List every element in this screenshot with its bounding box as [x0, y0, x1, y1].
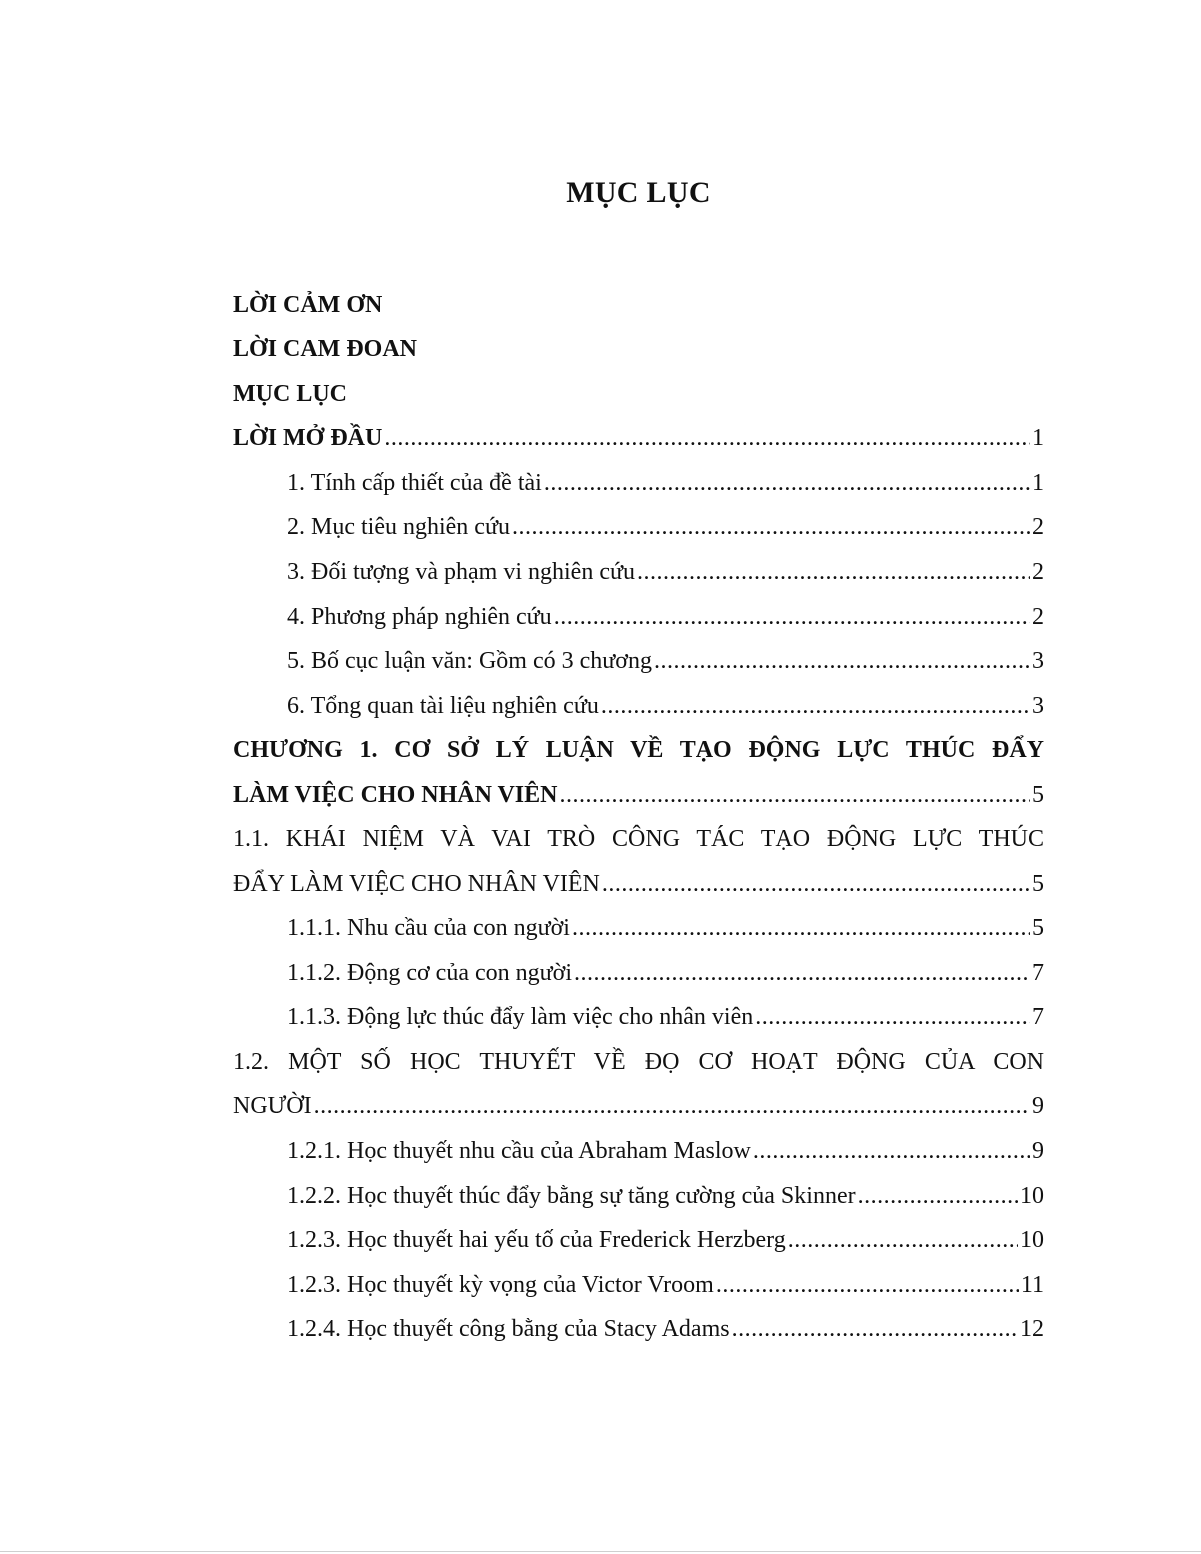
- dot-leader: [559, 780, 1030, 810]
- toc-entry-loi-mo-dau[interactable]: [233, 413, 1044, 453]
- toc-entry-section-6[interactable]: [287, 681, 1044, 721]
- toc-page-number: 11: [1020, 1272, 1044, 1298]
- toc-entry-1-2-line-1[interactable]: [233, 1037, 1044, 1077]
- toc-page-number: 7: [1032, 1004, 1044, 1030]
- toc-entry-section-5[interactable]: [287, 636, 1044, 676]
- dot-leader: [858, 1181, 1018, 1211]
- toc-entry-loi-cam-on[interactable]: [233, 280, 1044, 320]
- toc-entry-text: 1.2. MỘT SỐ HỌC THUYẾT VỀ ĐỌ CƠ HOẠT ĐỘNG CỦA CON: [233, 1049, 1044, 1075]
- toc-entry-1-2-3-vroom[interactable]: [287, 1260, 1044, 1300]
- dot-leader: [554, 602, 1030, 632]
- toc-entry-text: 4. Phương pháp nghiên cứu: [287, 604, 552, 630]
- dot-leader: [654, 646, 1030, 676]
- page-title: MỤC LỤC: [566, 176, 711, 209]
- dot-leader: [753, 1136, 1030, 1166]
- toc-entry-1-1-3[interactable]: [287, 992, 1044, 1032]
- dot-leader: [314, 1091, 1030, 1121]
- dot-leader: [512, 512, 1030, 542]
- toc-entry-loi-cam-doan[interactable]: [233, 324, 1044, 364]
- toc-entry-1-2-line-2[interactable]: [233, 1081, 1044, 1121]
- toc-entry-text: 1.1.3. Động lực thúc đẩy làm việc cho nhân viên: [287, 1004, 754, 1030]
- toc-page-number: 5: [1032, 871, 1044, 897]
- toc-entry-text: 1.2.3. Học thuyết hai yếu tố của Frederick Herzberg: [287, 1227, 786, 1253]
- dot-leader: [544, 468, 1030, 498]
- toc-entry-text: NGƯỜI: [233, 1093, 312, 1119]
- toc-page-number: 2: [1032, 604, 1044, 630]
- dot-leader: [384, 423, 1030, 453]
- dot-leader: [755, 1002, 1030, 1032]
- toc-entry-1-1-2[interactable]: [287, 948, 1044, 988]
- toc-entry-text: 1.2.2. Học thuyết thúc đẩy bằng sự tăng cường của Skinner: [287, 1183, 856, 1209]
- toc-page-number: 7: [1032, 960, 1044, 986]
- toc-entry-text: LỜI CAM ĐOAN: [233, 336, 417, 362]
- toc-entry-1-1-line-2[interactable]: [233, 859, 1044, 899]
- dot-leader: [601, 691, 1030, 721]
- toc-entry-section-4[interactable]: [287, 592, 1044, 632]
- toc-entry-section-3[interactable]: [287, 547, 1044, 587]
- toc-page-number: 2: [1032, 559, 1044, 585]
- toc-page-number: 3: [1032, 648, 1044, 674]
- toc-entry-text: 1.1. KHÁI NIỆM VÀ VAI TRÒ CÔNG TÁC TẠO ĐỘNG LỰC THÚC: [233, 826, 1044, 852]
- toc-entry-section-2[interactable]: [287, 502, 1044, 542]
- toc-entry-text: LỜI CẢM ƠN: [233, 292, 383, 318]
- toc-entry-text: 1.1.2. Động cơ của con người: [287, 960, 572, 986]
- toc-entry-1-2-3-herzberg[interactable]: [287, 1215, 1044, 1255]
- toc-entry-text: 1. Tính cấp thiết của đề tài: [287, 470, 542, 496]
- dot-leader: [716, 1270, 1019, 1300]
- toc-entry-chapter-1-line-2[interactable]: [233, 770, 1044, 810]
- toc-entry-1-1-line-1[interactable]: [233, 814, 1044, 854]
- toc-entry-text: 1.1.1. Nhu cầu của con người: [287, 915, 570, 941]
- dot-leader: [637, 557, 1030, 587]
- toc-entry-text: 1.2.3. Học thuyết kỳ vọng của Victor Vroom: [287, 1272, 714, 1298]
- toc-page-number: 1: [1032, 425, 1044, 451]
- toc-page-number: 10: [1020, 1183, 1044, 1209]
- toc-entry-text: 3. Đối tượng và phạm vi nghiên cứu: [287, 559, 635, 585]
- toc-page-number: 1: [1032, 470, 1044, 496]
- dot-leader: [602, 869, 1030, 899]
- dot-leader: [732, 1314, 1018, 1344]
- toc-entry-chapter-1-line-1[interactable]: [233, 725, 1044, 765]
- toc-entry-text: 6. Tổng quan tài liệu nghiên cứu: [287, 693, 599, 719]
- toc-entry-text: LÀM VIỆC CHO NHÂN VIÊN: [233, 782, 558, 808]
- toc-entry-text: MỤC LỤC: [233, 381, 347, 407]
- toc-entry-text: CHƯƠNG 1. CƠ SỞ LÝ LUẬN VỀ TẠO ĐỘNG LỰC THÚC ĐẨY: [233, 737, 1044, 763]
- toc-entry-text: ĐẨY LÀM VIỆC CHO NHÂN VIÊN: [233, 871, 600, 897]
- toc-entry-1-2-4[interactable]: [287, 1304, 1044, 1344]
- page-edge-divider: [0, 1551, 1201, 1552]
- toc-entry-text: 1.2.4. Học thuyết công bằng của Stacy Adams: [287, 1316, 730, 1342]
- toc-entry-1-1-1[interactable]: [287, 903, 1044, 943]
- toc-entry-1-2-2[interactable]: [287, 1171, 1044, 1211]
- toc-page-number: 5: [1032, 915, 1044, 941]
- toc-entry-section-1[interactable]: [287, 458, 1044, 498]
- dot-leader: [572, 913, 1030, 943]
- toc-page-number: 3: [1032, 693, 1044, 719]
- toc-entry-text: 1.2.1. Học thuyết nhu cầu của Abraham Maslow: [287, 1138, 751, 1164]
- toc-entry-1-2-1[interactable]: [287, 1126, 1044, 1166]
- toc-page-number: 5: [1032, 782, 1044, 808]
- toc-page-number: 2: [1032, 514, 1044, 540]
- toc-entry-text: 2. Mục tiêu nghiên cứu: [287, 514, 510, 540]
- dot-leader: [788, 1225, 1018, 1255]
- toc-entry-text: 5. Bố cục luận văn: Gồm có 3 chương: [287, 648, 652, 674]
- toc-entry-text: LỜI MỞ ĐẦU: [233, 425, 383, 451]
- toc-page-number: 10: [1020, 1227, 1044, 1253]
- toc-entry-muc-luc[interactable]: [233, 369, 1044, 409]
- toc-page-number: 9: [1032, 1093, 1044, 1119]
- toc-page-number: 9: [1032, 1138, 1044, 1164]
- dot-leader: [574, 958, 1030, 988]
- toc-page-number: 12: [1020, 1316, 1044, 1342]
